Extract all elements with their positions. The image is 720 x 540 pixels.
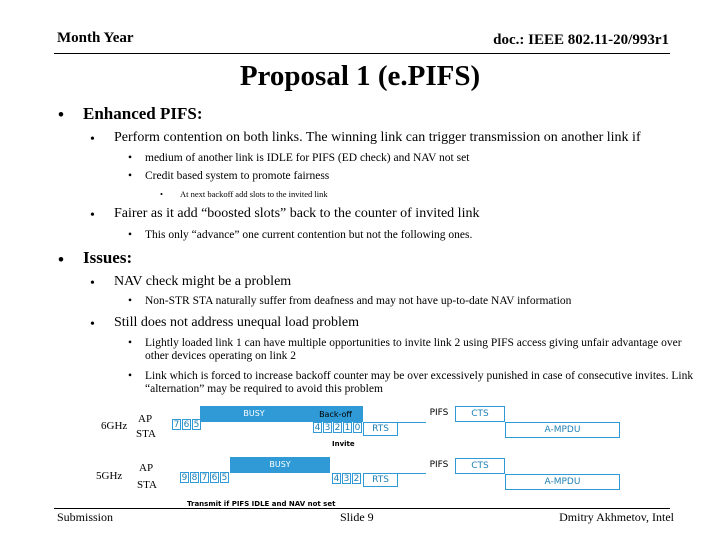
row2-busy-label: BUSY [269,460,291,469]
footer-divider [54,508,670,509]
sta-label: STA [137,479,157,491]
row2-pifs-gap [398,473,426,474]
bullet-dot: • [128,370,133,382]
bullet-dot: • [58,250,64,269]
backoff-slot: 4 [314,423,321,433]
bullet-alternation: Link which is forced to increase backoff counter may be over excessively punished in case of consecutive invites. Link “alternation” may be required to avoid this problem [145,370,694,395]
bullet-issues: Issues: [83,248,133,267]
header-date: Month Year [57,30,134,46]
ap-label: AP [139,462,154,474]
bullet-dot: • [128,170,133,182]
footer-submission: Submission [57,510,114,524]
bullet-dot: • [128,295,133,307]
band-5ghz-label: 5GHz [96,470,123,482]
row2-ampdu-box: A-MPDU [505,474,620,490]
row2-cts-box: CTS [455,458,505,474]
bullet-dot: • [58,105,64,124]
bullet-dot: • [90,276,95,291]
backoff-slot: 0 [354,423,361,433]
row1-ampdu-box: A-MPDU [505,422,620,438]
bullet-unequal-load: Still does not address unequal load problem [114,315,359,330]
row1-cts-box: CTS [455,406,505,422]
backoff-slot: 6 [211,473,218,483]
backoff-slot: 7 [173,420,180,430]
backoff-slot: 6 [183,420,190,430]
backoff-slot: 3 [343,474,350,484]
bullet-advance: This only “advance” one current contention but not the following ones. [145,229,473,241]
row1-backoff-label: Back-off [319,410,352,419]
bullet-contention: Perform contention on both links. The winning link can trigger transmission on another link if [114,130,641,145]
transmit-note: Transmit if PIFS IDLE and NAV not set [187,500,336,508]
backoff-slot: 2 [334,423,341,433]
bullet-add-slots: At next backoff add slots to the invited link [180,189,328,199]
bullet-dot: • [128,152,133,164]
backoff-slot: 8 [191,473,198,483]
row2-pifs-label: PIFS [426,458,452,474]
band-6ghz-label: 6GHz [101,420,128,432]
backoff-slot: 5 [221,473,228,483]
bullet-dot: • [160,189,163,199]
bullet-credit-system: Credit based system to promote fairness [145,170,330,182]
header-doc-id: doc.: IEEE 802.11-20/993r1 [493,32,669,48]
row2-rts-box: RTS [363,473,398,487]
invite-label: Invite [332,440,355,448]
backoff-slot: 3 [324,423,331,433]
backoff-slot: 9 [181,473,188,483]
sta-label: STA [136,428,156,440]
bullet-enhanced-pifs: Enhanced PIFS: [83,104,203,123]
bullet-dot: • [90,132,95,147]
backoff-slot: 1 [344,423,351,433]
row1-pifs-label: PIFS [426,406,452,422]
row1-busy-label: BUSY [243,409,265,418]
backoff-slot: 4 [333,474,340,484]
ap-label: AP [138,413,153,425]
header-divider [54,53,670,54]
footer-author: Dmitry Akhmetov, Intel [559,510,674,524]
bullet-dot: • [90,317,95,332]
backoff-slot: 7 [201,473,208,483]
bullet-lightly-loaded: Lightly loaded link 1 can have multiple opportunities to invite link 2 using PIFS access giving unfair advantage over other devices operating on link 2 [145,337,682,362]
bullet-nav-check: NAV check might be a problem [114,274,292,289]
bullet-fairer: Fairer as it add “boosted slots” back to the counter of invited link [114,206,480,221]
bullet-medium-idle: medium of another link is IDLE for PIFS (ED check) and NAV not set [145,152,470,164]
slide-title: Proposal 1 (e.PIFS) [239,60,481,92]
backoff-slot: 5 [193,420,200,430]
bullet-dot: • [128,337,133,349]
row1-pifs-gap [398,422,426,423]
backoff-slot: 2 [353,474,360,484]
bullet-dot: • [128,229,133,241]
footer-slide-number: Slide 9 [340,510,374,524]
row1-rts-box: RTS [363,422,398,436]
bullet-non-str: Non-STR STA naturally suffer from deafness and may not have up-to-date NAV information [145,295,572,307]
bullet-dot: • [90,208,95,223]
